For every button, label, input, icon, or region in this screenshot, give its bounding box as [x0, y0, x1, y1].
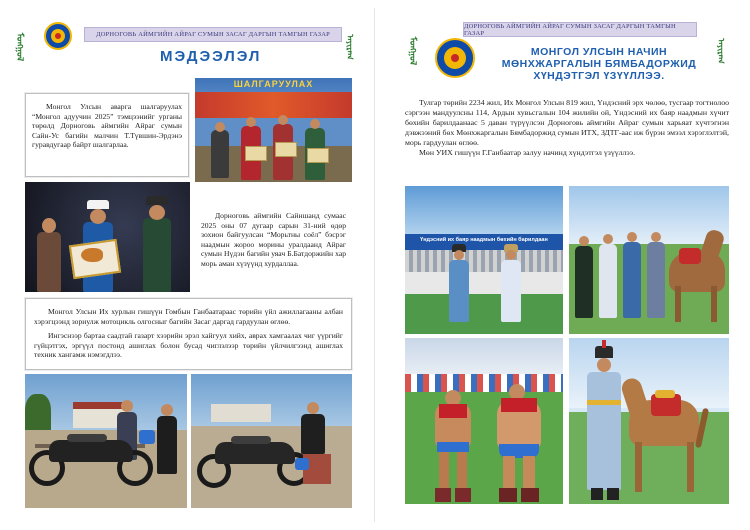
stadium-honor-photo	[405, 186, 563, 334]
header-bar: ДОРНОГОВЬ АЙМГИЙН АЙРАГ СУМЫН ЗАСАГ ДАРГЫН ТАМГЫН ГАЗАР	[84, 27, 342, 42]
page-title: МЭДЭЭЛЭЛ	[160, 48, 262, 65]
title-line-3: ХҮНДЭТГЭЛ ҮЗҮҮЛЛЭЭ.	[533, 70, 665, 82]
photo-banner: ШАЛГАРУУЛАХ	[233, 79, 314, 89]
group-with-horse-photo	[569, 186, 729, 334]
header-bar-2: ДОРНОГОВЬ АЙМГИЙН АЙРАГ СУМЫН ЗАСАГ ДАРГЫН ТАМГЫН ГАЗАР	[463, 22, 697, 37]
news-text-3a: Монгол Улсын Их хурлын гишүүн Гомбын Ганбаатараас төрийн үйл ажиллагааны албан хэрэгцээнд зориулж мотоцикль олгосныг багийн Засаг даргад гардуулан өглөө.	[34, 307, 343, 326]
motorcycle-handover-photo-1	[25, 374, 187, 508]
right-page	[375, 0, 750, 530]
news-item-3	[25, 298, 352, 370]
title-line-1: МОНГОЛ УЛСЫН НАЧИН	[530, 46, 668, 58]
title-line-2: МӨНХЖАРГАЛЫН БЯМБАДОРЖИД	[501, 58, 697, 70]
news-text-3b: Ингэснээр бартаа саадтай газарт хээрийн эрэл хайгуул хийх, аврах хамгаалах чиг үүргийг гүйцэтгэх, эргүүл постонд ашиглах болон бусад чиглэлээр төрийн үйлчилгээнд ашиглах техник хангамж нэмэгдлээ.	[34, 331, 343, 360]
horse-prize-photo	[25, 182, 190, 292]
award-ceremony-photo	[195, 78, 352, 182]
article-body	[405, 98, 729, 158]
article-para-2: Мөн УИХ гишүүн Г.Ганбаатар залуу начинд хүндэтгэл үзүүллээ.	[419, 148, 636, 157]
article-para-1: Тулгар төрийн 2234 жил, Их Монгол Улсын 819 жил, Үндэсний эрх чөлөө, тусгаар тогтнолоо сэргээн мандуулсны 114, Ардын хувьсгалын 104 жилийн ой, Үндэсний их баяр наадмын хүчит бөхийн барилдаанаас 5 даван түрүүлсэн Дорноговь аймгийн Айраг сумын харьяат хүчтэгнэн дэвжээний бөх Мөнхжаргалын Бямбадоржид сумын ИТХ, ЗДТГ-аас иж бүрэн эмээл хэрэглэлтэй, морь гардуулан өглөө.	[405, 98, 729, 147]
emblem-logo-2	[435, 38, 475, 78]
news-text-2: Дорноговь аймгийн Сайншанд сумаас 2025 оны 07 дугаар сарын 31-ний өдөр зохион байгуулсан “Морьтны соёл” бэсрэг наадмын жороо морины уралдаанд Айраг сумын Нүдэн багийн уяач Б.Батдоржийн хар морь аман хүзүүнд хурдаллаа.	[201, 211, 346, 268]
news-item-2	[195, 202, 352, 290]
mongol-script-left-2: ᠮᠣᠩᠭᠣᠯ	[407, 36, 417, 66]
mongol-script-right: ᠠᠶᠢᠷᠠᠭ	[344, 34, 354, 60]
mongol-script-left: ᠮᠣᠩᠭᠣᠯ	[14, 32, 24, 62]
emblem-logo	[44, 22, 72, 50]
news-text-1: Монгол Улсын аварга шалгаруулах “Монгол адуучин 2025” тэмцээнийг урганы төрөлд Дорноговь аймгийн Айраг сумын Сайн-Ус багийн малчин Т.Түвшин-Эрдэнэ гуравдугаар байрт шалгарлаа.	[32, 102, 182, 150]
page-title-2	[501, 46, 697, 82]
motorcycle-handover-photo-2	[191, 374, 352, 508]
wrestlers-photo	[405, 338, 563, 504]
wrestler-with-horse-photo	[569, 338, 729, 504]
stadium-banner: Үндэсний их баяр наадмын бөхийн барилдаан	[420, 237, 548, 243]
news-item-1	[25, 93, 189, 177]
mongol-script-right-2: ᠠᠶᠢᠷᠠᠭ	[715, 38, 725, 64]
